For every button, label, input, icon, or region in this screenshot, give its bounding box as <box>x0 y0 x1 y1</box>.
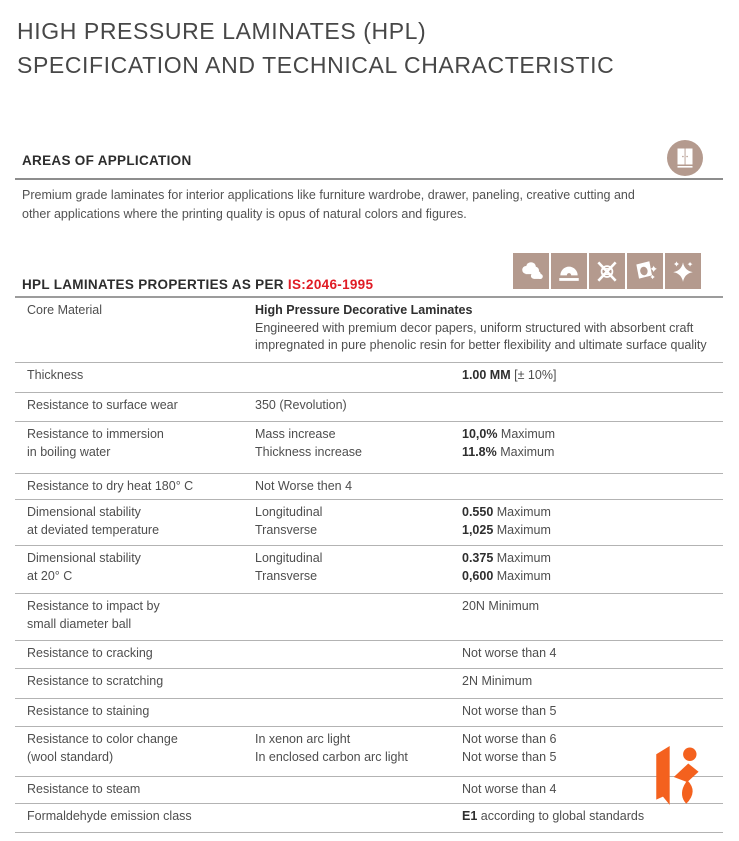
row-value: 0.550 Maximum 1,025 Maximum <box>462 505 551 537</box>
row-label: Resistance to dry heat 180° C <box>27 479 194 493</box>
row-value: 1.00 MM [± 10%] <box>462 368 557 382</box>
row-value: Not worse than 6 Not worse than 5 <box>462 732 557 764</box>
row-value: Not worse than 4 <box>462 782 557 796</box>
row-value: 0.375 Maximum 0,600 Maximum <box>462 551 551 583</box>
k-mark-logo <box>656 746 704 815</box>
specification-table <box>15 296 723 833</box>
table-row <box>15 392 723 421</box>
row-detail: In xenon arc light In enclosed carbon arc light <box>255 732 408 764</box>
row-value: 10,0% Maximum 11.8% Maximum <box>462 427 556 459</box>
row-value: E1 according to global standards <box>462 809 645 823</box>
row-label: Resistance to cracking <box>27 646 153 660</box>
divider-areas <box>15 178 723 180</box>
k-mark-logo-svg <box>656 746 704 810</box>
wardrobe-icon-svg <box>667 140 703 176</box>
scratch-resistance-icon <box>589 253 625 289</box>
row-detail: Longitudinal Transverse <box>255 551 323 583</box>
properties-heading <box>22 277 373 292</box>
row-label: Resistance to steam <box>27 782 141 796</box>
table-row <box>15 640 723 668</box>
row-label: Resistance to immersion in boiling water <box>27 427 164 459</box>
shine-sparkle-icon <box>665 253 701 289</box>
row-label: Thickness <box>27 368 84 382</box>
row-detail: Mass increase Thickness increase <box>255 427 362 459</box>
row-label: Dimensional stability at deviated temperature <box>27 505 160 537</box>
table-row <box>15 421 723 473</box>
row-detail: Longitudinal Transverse <box>255 505 323 537</box>
row-label: Resistance to staining <box>27 704 150 718</box>
areas-of-application-heading: AREAS OF APPLICATION <box>22 153 192 168</box>
easy-clean-icon <box>627 253 663 289</box>
row-label: Resistance to scratching <box>27 674 164 688</box>
table-row <box>15 362 723 392</box>
row-label: Core Material <box>27 303 103 317</box>
property-pictograms <box>513 253 701 289</box>
table-row <box>15 726 723 776</box>
row-label: Resistance to impact by small diameter ball <box>27 599 160 631</box>
page-title-line2: SPECIFICATION AND TECHNICAL CHARACTERISTIC <box>17 52 615 78</box>
row-value: 20N Minimum <box>462 599 540 613</box>
row-label: Resistance to surface wear <box>27 398 178 412</box>
row-detail: High Pressure Decorative Laminates Engineered with premium decor papers, uniform structured with absorbent craft impregnated in pure phenolic resin for better flexibility and ultimate surface quality <box>255 303 707 352</box>
table-row <box>15 776 723 803</box>
row-detail: 350 (Revolution) <box>255 398 347 412</box>
table-row <box>15 298 723 362</box>
properties-heading-prefix: HPL LAMINATES PROPERTIES AS PER <box>22 277 288 292</box>
table-row <box>15 668 723 698</box>
application-paragraph-line1: Premium grade laminates for interior applications like furniture wardrobe, drawer, paneling, creative cutting and <box>22 188 635 202</box>
row-value: Not worse than 4 <box>462 646 557 660</box>
page-title-line1: HIGH PRESSURE LAMINATES (HPL) <box>17 18 427 44</box>
row-label: Dimensional stability at 20° C <box>27 551 141 583</box>
standard-code: IS:2046-1995 <box>287 277 374 292</box>
table-row <box>15 698 723 726</box>
table-row <box>15 499 723 545</box>
table-row <box>15 473 723 499</box>
table-row <box>15 803 723 832</box>
table-row <box>15 593 723 640</box>
row-value: Not worse than 5 <box>462 704 557 718</box>
row-label: Formaldehyde emission class <box>27 809 192 823</box>
application-paragraph-line2: other applications where the printing quality is opus of natural colors and figures. <box>22 207 467 221</box>
row-label: Resistance to color change (wool standard) <box>27 732 178 764</box>
surface-wear-icon <box>551 253 587 289</box>
row-value: 2N Minimum <box>462 674 533 688</box>
wardrobe-icon <box>667 140 703 176</box>
steam-clouds-icon <box>513 253 549 289</box>
table-row <box>15 545 723 593</box>
page-title <box>17 14 614 82</box>
application-paragraph <box>22 186 635 224</box>
row-detail: Not Worse then 4 <box>255 479 353 493</box>
